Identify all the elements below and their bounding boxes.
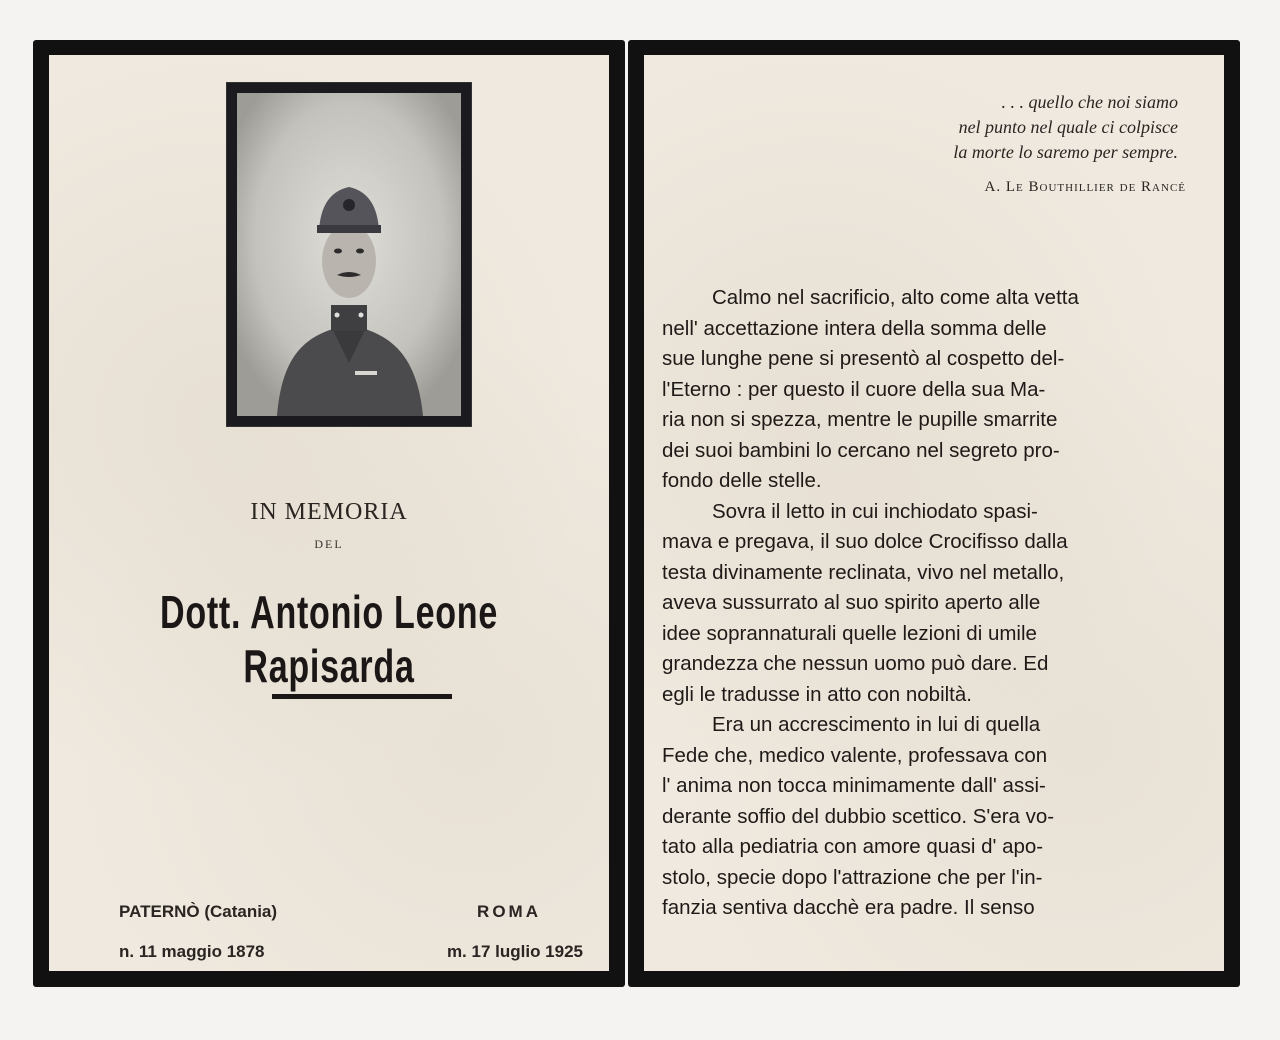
birth-place: PATERNÒ (Catania) <box>119 902 278 921</box>
text-line: Calmo nel sacrificio, alto come alta vetta <box>712 286 1079 309</box>
memorial-of: DEL <box>314 537 344 551</box>
text-line: ria non si spezza, mentre le pupille smarrite <box>662 408 1058 431</box>
quote-line: la morte lo saremo per sempre. <box>953 142 1178 162</box>
portrait-frame <box>226 82 472 427</box>
text-line: grandezza che nessun uomo può dare. Ed <box>662 652 1049 675</box>
card-left-paper <box>49 55 609 971</box>
text-line: l' anima non tocca minimamente dall' assi- <box>662 774 1046 797</box>
memorial-text <box>662 283 1206 924</box>
text-line: testa divinamente reclinata, vivo nel metallo, <box>662 560 1065 584</box>
deceased-name: Dott. Antonio Leone Rapisarda <box>159 586 498 692</box>
text-line: tato alla pediatria con amore quasi d' apo- <box>662 835 1044 858</box>
portrait-photo <box>237 93 461 416</box>
text-line: Era un accrescimento in lui di quella <box>712 713 1041 736</box>
text-line: derante soffio del dubbio scettico. S'era vo- <box>662 804 1055 828</box>
memorial-title: IN MEMORIA <box>250 499 408 525</box>
divider-rule <box>272 694 452 699</box>
death-place: ROMA <box>477 902 541 921</box>
text-line: sue lunghe pene si presentò al cospetto del- <box>662 347 1065 370</box>
text-line: l'Eterno : per questo il cuore della sua Ma- <box>662 377 1046 401</box>
text-line: Fede che, medico valente, professava con <box>662 743 1048 767</box>
quote-author: A. Le Bouthillier de Rancé <box>984 179 1186 195</box>
text-line: nell' accettazione intera della somma delle <box>662 316 1047 340</box>
text-line: egli le tradusse in atto con nobiltà. <box>662 682 972 706</box>
portrait-image <box>237 93 461 416</box>
text-line: fanzia sentiva dacchè era padre. Il senso <box>662 896 1035 919</box>
memorial-card-left <box>33 40 625 987</box>
quote-line: . . . quello che noi siamo <box>1001 92 1178 112</box>
epigraph-quote <box>953 90 1178 165</box>
text-line: Sovra il letto in cui inchiodato spasi- <box>712 499 1038 523</box>
memorial-card-right <box>628 40 1240 987</box>
text-line: idee soprannaturali quelle lezioni di umile <box>662 621 1037 645</box>
birth-date: n. 11 maggio 1878 <box>119 942 265 961</box>
text-line: fondo delle stelle. <box>662 469 822 492</box>
death-date: m. 17 luglio 1925 <box>446 942 583 961</box>
quote-line: nel punto nel quale ci colpisce <box>958 117 1178 137</box>
text-line: mava e pregava, il suo dolce Crocifisso dalla <box>662 530 1068 553</box>
card-right-paper <box>644 55 1224 971</box>
text-line: stolo, specie dopo l'attrazione che per l'in- <box>662 865 1043 889</box>
text-line: dei suoi bambini lo cercano nel segreto pro- <box>662 438 1060 462</box>
text-line: aveva sussurrato al suo spirito aperto alle <box>662 591 1041 614</box>
